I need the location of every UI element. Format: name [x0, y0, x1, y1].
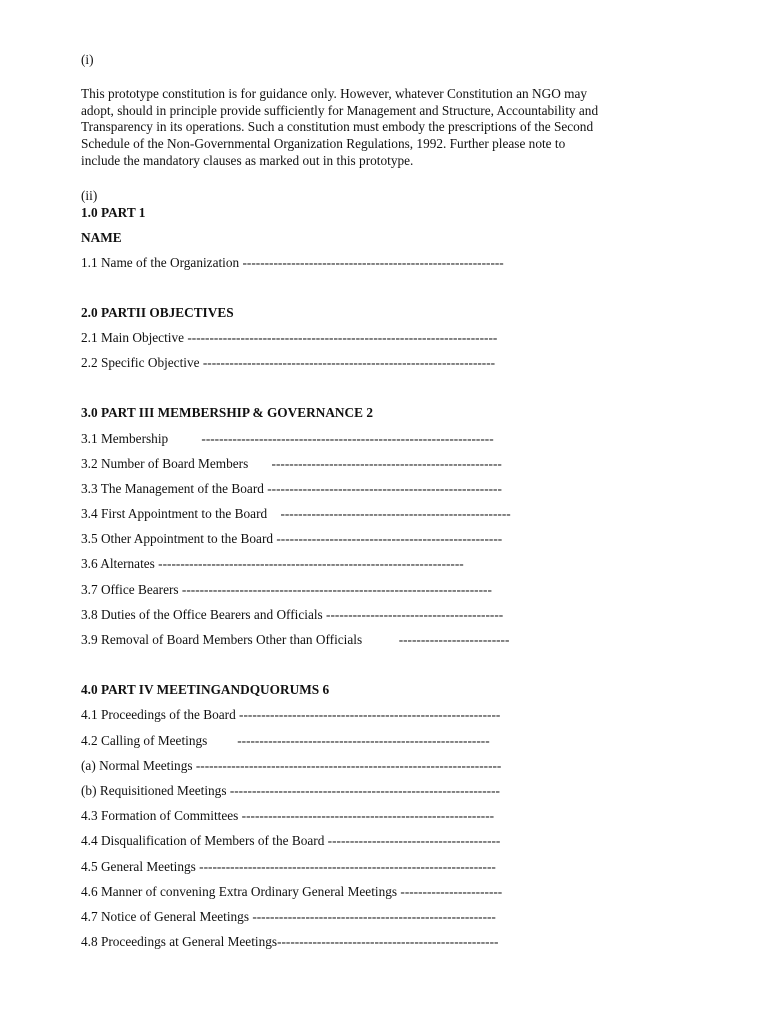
part4-heading: 4.0 PART IV MEETINGANDQUORUMS 6	[81, 682, 330, 698]
marker-ii: (ii)	[81, 187, 98, 203]
toc-item-3-4: 3.4 First Appointment to the Board ----------------------------------------------------	[81, 506, 511, 522]
toc-item-b: (b) Requisitioned Meetings -------------------------------------------------------------	[81, 782, 500, 798]
toc-item-2-2: 2.2 Specific Objective ------------------------------------------------------------------	[81, 355, 496, 371]
toc-item-4-2: 4.2 Calling of Meetings ---------------------------------------------------------	[81, 732, 490, 748]
toc-item-1-1: 1.1 Name of the Organization -----------------------------------------------------------	[81, 254, 504, 270]
intro-line: adopt, should in principle provide sufficiently for Management and Structure, Accountability and	[81, 102, 599, 118]
toc-item-4-8: 4.8 Proceedings at General Meetings--------------------------------------------------	[81, 934, 499, 950]
toc-item-2-1: 2.1 Main Objective ----------------------------------------------------------------------	[81, 329, 498, 345]
toc-item-4-6: 4.6 Manner of convening Extra Ordinary General Meetings -----------------------	[81, 883, 503, 899]
intro-paragraph	[81, 86, 701, 170]
part1-heading: 1.0 PART 1	[81, 204, 146, 220]
toc-item-3-6: 3.6 Alternates ---------------------------------------------------------------------	[81, 556, 464, 572]
intro-line: This prototype constitution is for guidance only. However, whatever Constitution an NGO may	[81, 85, 588, 101]
toc-item-4-4: 4.4 Disqualification of Members of the Board ---------------------------------------	[81, 833, 501, 849]
toc-item-3-7: 3.7 Office Bearers ----------------------------------------------------------------------	[81, 581, 492, 597]
toc-item-3-8: 3.8 Duties of the Office Bearers and Officials ----------------------------------------	[81, 606, 504, 622]
toc-item-3-5: 3.5 Other Appointment to the Board ---------------------------------------------------	[81, 531, 503, 547]
part3-heading: 3.0 PART III MEMBERSHIP & GOVERNANCE 2	[81, 405, 373, 421]
toc-item-3-1: 3.1 Membership ------------------------------------------------------------------	[81, 430, 494, 446]
name-heading: NAME	[81, 229, 122, 245]
toc-item-3-2: 3.2 Number of Board Members ----------------------------------------------------	[81, 455, 502, 471]
toc-item-4-3: 4.3 Formation of Committees ---------------------------------------------------------	[81, 808, 495, 824]
toc-item-a: (a) Normal Meetings ---------------------------------------------------------------------	[81, 757, 502, 773]
toc-item-4-7: 4.7 Notice of General Meetings -------------------------------------------------------	[81, 908, 496, 924]
part2-heading: 2.0 PARTII OBJECTIVES	[81, 304, 234, 320]
toc-item-3-9: 3.9 Removal of Board Members Other than Officials -------------------------	[81, 632, 510, 648]
intro-line: include the mandatory clauses as marked out in this prototype.	[81, 152, 414, 168]
intro-line: Schedule of the Non-Governmental Organization Regulations, 1992. Further please note to	[81, 136, 566, 152]
marker-i: (i)	[81, 52, 94, 67]
toc-item-4-1: 4.1 Proceedings of the Board -----------------------------------------------------------	[81, 707, 501, 723]
toc-item-4-5: 4.5 General Meetings -------------------------------------------------------------------	[81, 858, 496, 874]
intro-line: Transparency in its operations. Such a constitution must embody the prescriptions of the Second	[81, 119, 594, 135]
toc-item-3-3: 3.3 The Management of the Board -----------------------------------------------------	[81, 480, 502, 496]
document-page	[81, 52, 701, 959]
